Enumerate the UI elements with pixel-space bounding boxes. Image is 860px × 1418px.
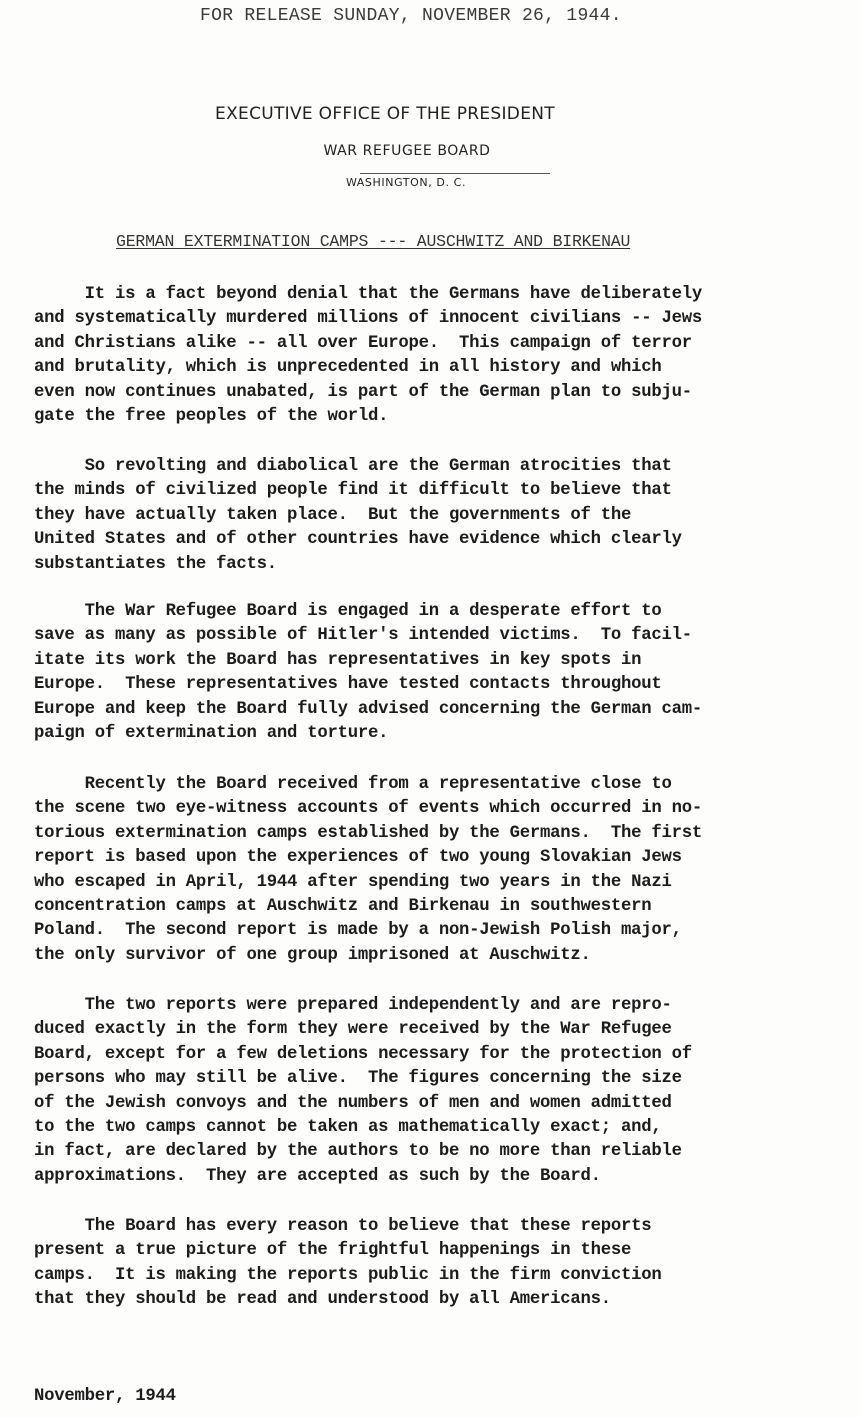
text-line: The War Refugee Board is engaged in a desperate effort to — [34, 602, 662, 621]
text-line: The Board has every reason to believe that these reports — [34, 1217, 652, 1236]
paragraph-4 — [34, 773, 854, 968]
release-line: FOR RELEASE SUNDAY, NOVEMBER 26, 1944. — [200, 6, 622, 26]
text-line: and Christians alike -- all over Europe. This campaign of terror — [34, 333, 692, 353]
text-line: Recently the Board received from a representative close to — [34, 775, 672, 794]
text-line: they have actually taken place. But the governments of the — [34, 505, 632, 525]
paragraph-1 — [34, 283, 854, 429]
text-line: Poland. The second report is made by a non-Jewish Polish major, — [34, 921, 682, 941]
text-line: torious extermination camps established by the Germans. The first — [34, 823, 702, 843]
text-line: save as many as possible of Hitler's intended victims. To facil- — [34, 626, 692, 646]
text-line: paign of extermination and torture. — [34, 724, 389, 744]
text-line: itate its work the Board has representatives in key spots in — [34, 650, 642, 670]
text-line: concentration camps at Auschwitz and Birkenau in southwestern — [34, 897, 652, 917]
text-line: So revolting and diabolical are the German atrocities that — [34, 457, 672, 476]
text-line: report is based upon the experiences of two young Slovakian Jews — [34, 848, 682, 868]
paragraph-2 — [34, 455, 854, 577]
text-line: It is a fact beyond denial that the Germans have deliberately — [34, 285, 702, 304]
text-line: present a true picture of the frightful happenings in these — [34, 1241, 632, 1261]
text-line: Europe. These representatives have tested contacts throughout — [34, 675, 662, 695]
letterhead-board: WAR REFUGEE BOARD — [323, 143, 491, 159]
text-line: and brutality, which is unprecedented in all history and which — [34, 358, 662, 378]
text-line: persons who may still be alive. The figures concerning the size — [34, 1069, 682, 1089]
letterhead-city: WASHINGTON, D. C. — [345, 176, 467, 189]
dateline: November, 1944 — [34, 1387, 176, 1406]
text-line: and systematically murdered millions of innocent civilians -- Jews — [34, 309, 702, 329]
text-line: the scene two eye-witness accounts of events which occurred in no- — [34, 799, 702, 819]
text-line: to the two camps cannot be taken as mathematically exact; and, — [34, 1118, 662, 1138]
text-line: substantiates the facts. — [34, 554, 277, 574]
text-line: approximations. They are accepted as such by the Board. — [34, 1166, 601, 1186]
paragraph-5 — [34, 994, 854, 1189]
letterhead-office: EXECUTIVE OFFICE OF THE PRESIDENT — [215, 104, 555, 124]
paragraph-3 — [34, 600, 854, 746]
letterhead-rule — [360, 173, 550, 174]
text-line: gate the free peoples of the world. — [34, 407, 389, 427]
text-line: United States and of other countries have evidence which clearly — [34, 530, 682, 550]
text-line: that they should be read and understood by all Americans. — [34, 1290, 611, 1310]
text-line: duced exactly in the form they were received by the War Refugee — [34, 1020, 672, 1040]
text-line: Board, except for a few deletions necessary for the protection of — [34, 1044, 692, 1064]
text-line: Europe and keep the Board fully advised concerning the German cam- — [34, 699, 702, 719]
text-line: who escaped in April, 1944 after spending two years in the Nazi — [34, 872, 672, 892]
text-line: the minds of civilized people find it difficult to believe that — [34, 481, 672, 501]
document-heading: GERMAN EXTERMINATION CAMPS --- AUSCHWITZ AND BIRKENAU — [116, 232, 631, 251]
text-line: of the Jewish convoys and the numbers of men and women admitted — [34, 1093, 672, 1113]
text-line: The two reports were prepared independently and are repro- — [34, 996, 672, 1015]
text-line: the only survivor of one group imprisoned at Auschwitz. — [34, 945, 591, 965]
text-line: even now continues unabated, is part of the German plan to subju- — [34, 382, 692, 402]
text-line: camps. It is making the reports public in the firm conviction — [34, 1265, 662, 1285]
text-line: in fact, are declared by the authors to be no more than reliable — [34, 1142, 682, 1162]
paragraph-6 — [34, 1215, 854, 1313]
